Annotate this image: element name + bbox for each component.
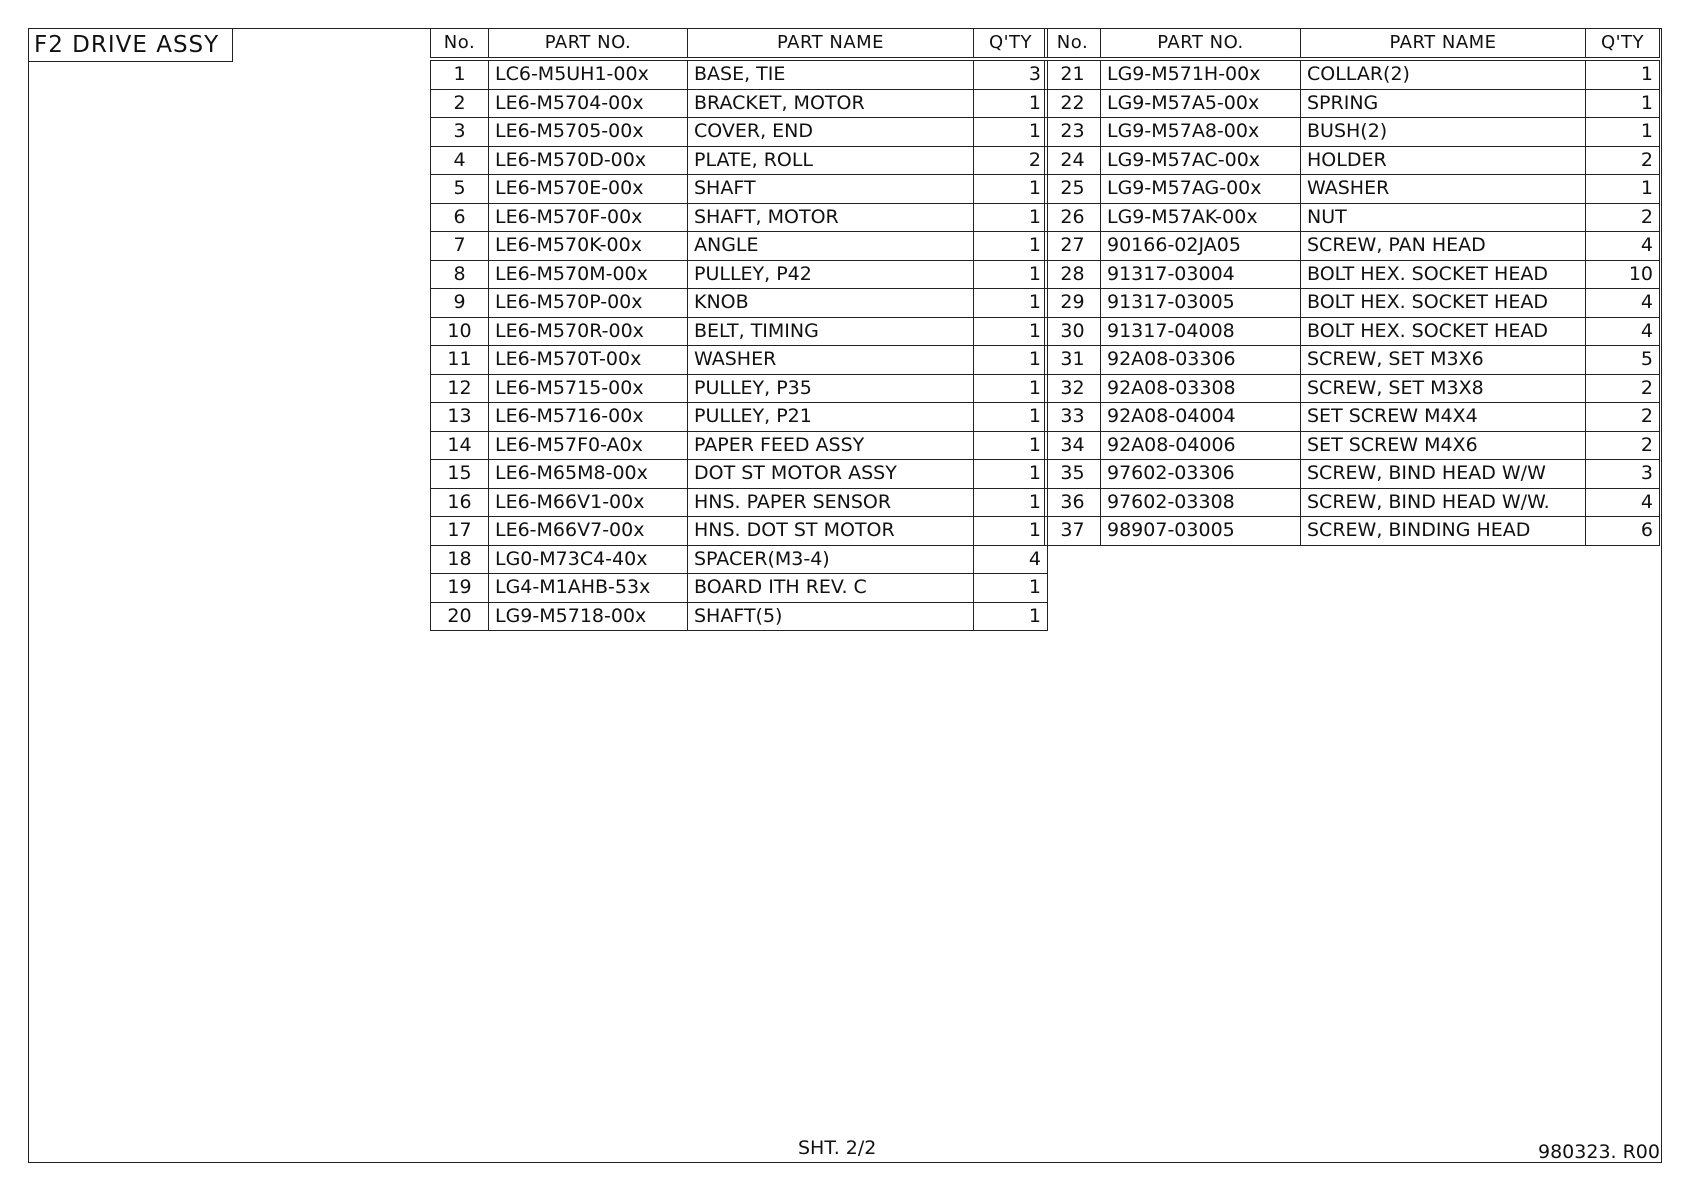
part-number: 91317-03004 [1101, 260, 1301, 289]
row-number: 32 [1045, 374, 1101, 403]
part-number: LG9-M571H-00x [1101, 59, 1301, 89]
part-name: PULLEY, P42 [688, 260, 974, 289]
table-row [1045, 289, 1660, 318]
table-row [431, 517, 1048, 546]
row-number: 10 [431, 317, 489, 346]
table-row [1045, 317, 1660, 346]
row-number: 21 [1045, 59, 1101, 89]
part-name: PULLEY, P21 [688, 403, 974, 432]
quantity: 4 [1586, 232, 1660, 261]
row-number: 1 [431, 59, 489, 89]
quantity: 10 [1586, 260, 1660, 289]
part-name: HNS. DOT ST MOTOR [688, 517, 974, 546]
row-number: 30 [1045, 317, 1101, 346]
table-row [1045, 175, 1660, 204]
quantity: 1 [974, 317, 1048, 346]
table-row [1045, 488, 1660, 517]
part-name: SET SCREW M4X6 [1301, 431, 1586, 460]
row-number: 27 [1045, 232, 1101, 261]
quantity: 1 [974, 488, 1048, 517]
part-number: LE6-M570E-00x [489, 175, 688, 204]
table-row [1045, 203, 1660, 232]
quantity: 1 [974, 403, 1048, 432]
quantity: 1 [974, 203, 1048, 232]
part-number: LG9-M57AK-00x [1101, 203, 1301, 232]
part-name: PAPER FEED ASSY [688, 431, 974, 460]
part-number: LE6-M5715-00x [489, 374, 688, 403]
part-number: LE6-M66V7-00x [489, 517, 688, 546]
table-row [431, 118, 1048, 147]
part-number: LG9-M57A5-00x [1101, 89, 1301, 118]
quantity: 1 [1586, 59, 1660, 89]
quantity: 2 [1586, 403, 1660, 432]
part-name: NUT [1301, 203, 1586, 232]
quantity: 3 [974, 59, 1048, 89]
header-no: No. [431, 29, 489, 60]
part-number: LG4-M1AHB-53x [489, 574, 688, 603]
part-number: LG0-M73C4-40x [489, 545, 688, 574]
part-number: LE6-M5716-00x [489, 403, 688, 432]
row-number: 2 [431, 89, 489, 118]
table-row [1045, 260, 1660, 289]
table-row [431, 203, 1048, 232]
row-number: 22 [1045, 89, 1101, 118]
quantity: 1 [974, 517, 1048, 546]
part-name: BOLT HEX. SOCKET HEAD [1301, 317, 1586, 346]
table-row [1045, 232, 1660, 261]
row-number: 33 [1045, 403, 1101, 432]
quantity: 1 [974, 175, 1048, 204]
row-number: 8 [431, 260, 489, 289]
row-number: 35 [1045, 460, 1101, 489]
part-number: LE6-M570R-00x [489, 317, 688, 346]
row-number: 15 [431, 460, 489, 489]
part-number: LE6-M570T-00x [489, 346, 688, 375]
table-row [1045, 431, 1660, 460]
table-row [431, 374, 1048, 403]
row-number: 6 [431, 203, 489, 232]
part-number: LE6-M65M8-00x [489, 460, 688, 489]
part-number: LG9-M57AG-00x [1101, 175, 1301, 204]
part-number: LE6-M570P-00x [489, 289, 688, 318]
parts-table-right [1044, 28, 1660, 546]
table-row [431, 346, 1048, 375]
table-row [431, 289, 1048, 318]
quantity: 6 [1586, 517, 1660, 546]
quantity: 2 [1586, 431, 1660, 460]
part-number: 92A08-03306 [1101, 346, 1301, 375]
row-number: 14 [431, 431, 489, 460]
part-name: SCREW, BIND HEAD W/W [1301, 460, 1586, 489]
quantity: 4 [1586, 289, 1660, 318]
part-name: BOARD ITH REV. C [688, 574, 974, 603]
header-part-name: PART NAME [1301, 29, 1586, 60]
part-name: KNOB [688, 289, 974, 318]
quantity: 1 [1586, 175, 1660, 204]
part-number: 97602-03308 [1101, 488, 1301, 517]
header-part-name: PART NAME [688, 29, 974, 60]
quantity: 2 [974, 146, 1048, 175]
quantity: 1 [974, 232, 1048, 261]
table-row [431, 602, 1048, 631]
part-name: WASHER [688, 346, 974, 375]
row-number: 7 [431, 232, 489, 261]
row-number: 5 [431, 175, 489, 204]
part-name: SPRING [1301, 89, 1586, 118]
part-name: SPACER(M3-4) [688, 545, 974, 574]
row-number: 16 [431, 488, 489, 517]
table-row [1045, 403, 1660, 432]
part-name: COLLAR(2) [1301, 59, 1586, 89]
part-name: BOLT HEX. SOCKET HEAD [1301, 260, 1586, 289]
quantity: 1 [974, 89, 1048, 118]
part-number: 98907-03005 [1101, 517, 1301, 546]
row-number: 28 [1045, 260, 1101, 289]
parts-table-left [430, 28, 1048, 631]
row-number: 24 [1045, 146, 1101, 175]
part-number: LE6-M570K-00x [489, 232, 688, 261]
part-name: COVER, END [688, 118, 974, 147]
table-row [431, 403, 1048, 432]
part-number: LG9-M5718-00x [489, 602, 688, 631]
table-row [1045, 59, 1660, 89]
part-name: SCREW, SET M3X8 [1301, 374, 1586, 403]
table-row [431, 89, 1048, 118]
table-row [1045, 374, 1660, 403]
quantity: 1 [974, 260, 1048, 289]
table-row [1045, 346, 1660, 375]
part-number: 92A08-04004 [1101, 403, 1301, 432]
table-row [1045, 517, 1660, 546]
part-number: LG9-M57A8-00x [1101, 118, 1301, 147]
part-number: 91317-04008 [1101, 317, 1301, 346]
part-name: ANGLE [688, 232, 974, 261]
quantity: 4 [1586, 317, 1660, 346]
row-number: 11 [431, 346, 489, 375]
part-number: LE6-M5704-00x [489, 89, 688, 118]
part-number: 92A08-04006 [1101, 431, 1301, 460]
row-number: 20 [431, 602, 489, 631]
table-row [431, 59, 1048, 89]
part-name: SHAFT [688, 175, 974, 204]
part-number: LE6-M57F0-A0x [489, 431, 688, 460]
part-number: LE6-M570M-00x [489, 260, 688, 289]
part-name: SHAFT, MOTOR [688, 203, 974, 232]
assembly-title: F2 DRIVE ASSY [28, 28, 233, 62]
quantity: 1 [974, 289, 1048, 318]
part-name: SCREW, PAN HEAD [1301, 232, 1586, 261]
table-row [431, 460, 1048, 489]
table-row [431, 146, 1048, 175]
header-part-no: PART NO. [1101, 29, 1301, 60]
part-name: BUSH(2) [1301, 118, 1586, 147]
part-name: SCREW, BIND HEAD W/W. [1301, 488, 1586, 517]
row-number: 9 [431, 289, 489, 318]
quantity: 1 [1586, 118, 1660, 147]
part-name: BRACKET, MOTOR [688, 89, 974, 118]
row-number: 12 [431, 374, 489, 403]
row-number: 26 [1045, 203, 1101, 232]
part-number: 91317-03005 [1101, 289, 1301, 318]
table-row [431, 545, 1048, 574]
row-number: 34 [1045, 431, 1101, 460]
row-number: 31 [1045, 346, 1101, 375]
part-number: LE6-M570F-00x [489, 203, 688, 232]
part-number: LE6-M570D-00x [489, 146, 688, 175]
part-name: SET SCREW M4X4 [1301, 403, 1586, 432]
header-qty: Q'TY [1586, 29, 1660, 60]
part-name: BASE, TIE [688, 59, 974, 89]
part-name: HOLDER [1301, 146, 1586, 175]
part-name: SCREW, BINDING HEAD [1301, 517, 1586, 546]
quantity: 1 [974, 602, 1048, 631]
header-no: No. [1045, 29, 1101, 60]
quantity: 1 [1586, 89, 1660, 118]
sheet-number: SHT. 2/2 [798, 1137, 877, 1159]
table-row [1045, 146, 1660, 175]
document-code: 980323. R00 [1538, 1141, 1660, 1163]
table-row [1045, 460, 1660, 489]
table-row [431, 317, 1048, 346]
part-number: 97602-03306 [1101, 460, 1301, 489]
quantity: 4 [974, 545, 1048, 574]
row-number: 29 [1045, 289, 1101, 318]
table-header-row [431, 29, 1048, 60]
quantity: 1 [974, 431, 1048, 460]
quantity: 5 [1586, 346, 1660, 375]
part-name: PLATE, ROLL [688, 146, 974, 175]
part-name: HNS. PAPER SENSOR [688, 488, 974, 517]
table-header-row [1045, 29, 1660, 60]
table-row [431, 574, 1048, 603]
part-number: 90166-02JA05 [1101, 232, 1301, 261]
part-name: BOLT HEX. SOCKET HEAD [1301, 289, 1586, 318]
quantity: 4 [1586, 488, 1660, 517]
part-name: WASHER [1301, 175, 1586, 204]
quantity: 1 [974, 118, 1048, 147]
part-number: LG9-M57AC-00x [1101, 146, 1301, 175]
table-row [431, 232, 1048, 261]
row-number: 23 [1045, 118, 1101, 147]
part-name: SHAFT(5) [688, 602, 974, 631]
quantity: 1 [974, 374, 1048, 403]
row-number: 36 [1045, 488, 1101, 517]
table-row [1045, 118, 1660, 147]
quantity: 1 [974, 574, 1048, 603]
quantity: 1 [974, 460, 1048, 489]
row-number: 3 [431, 118, 489, 147]
row-number: 18 [431, 545, 489, 574]
part-number: LE6-M66V1-00x [489, 488, 688, 517]
quantity: 2 [1586, 203, 1660, 232]
header-part-no: PART NO. [489, 29, 688, 60]
row-number: 37 [1045, 517, 1101, 546]
part-name: PULLEY, P35 [688, 374, 974, 403]
table-row [1045, 89, 1660, 118]
part-number: LE6-M5705-00x [489, 118, 688, 147]
row-number: 13 [431, 403, 489, 432]
row-number: 17 [431, 517, 489, 546]
part-name: BELT, TIMING [688, 317, 974, 346]
part-number: 92A08-03308 [1101, 374, 1301, 403]
table-row [431, 260, 1048, 289]
row-number: 4 [431, 146, 489, 175]
row-number: 25 [1045, 175, 1101, 204]
quantity: 1 [974, 346, 1048, 375]
part-name: SCREW, SET M3X6 [1301, 346, 1586, 375]
quantity: 3 [1586, 460, 1660, 489]
part-name: DOT ST MOTOR ASSY [688, 460, 974, 489]
part-number: LC6-M5UH1-00x [489, 59, 688, 89]
table-row [431, 175, 1048, 204]
quantity: 2 [1586, 146, 1660, 175]
quantity: 2 [1586, 374, 1660, 403]
header-qty: Q'TY [974, 29, 1048, 60]
row-number: 19 [431, 574, 489, 603]
table-row [431, 431, 1048, 460]
table-row [431, 488, 1048, 517]
